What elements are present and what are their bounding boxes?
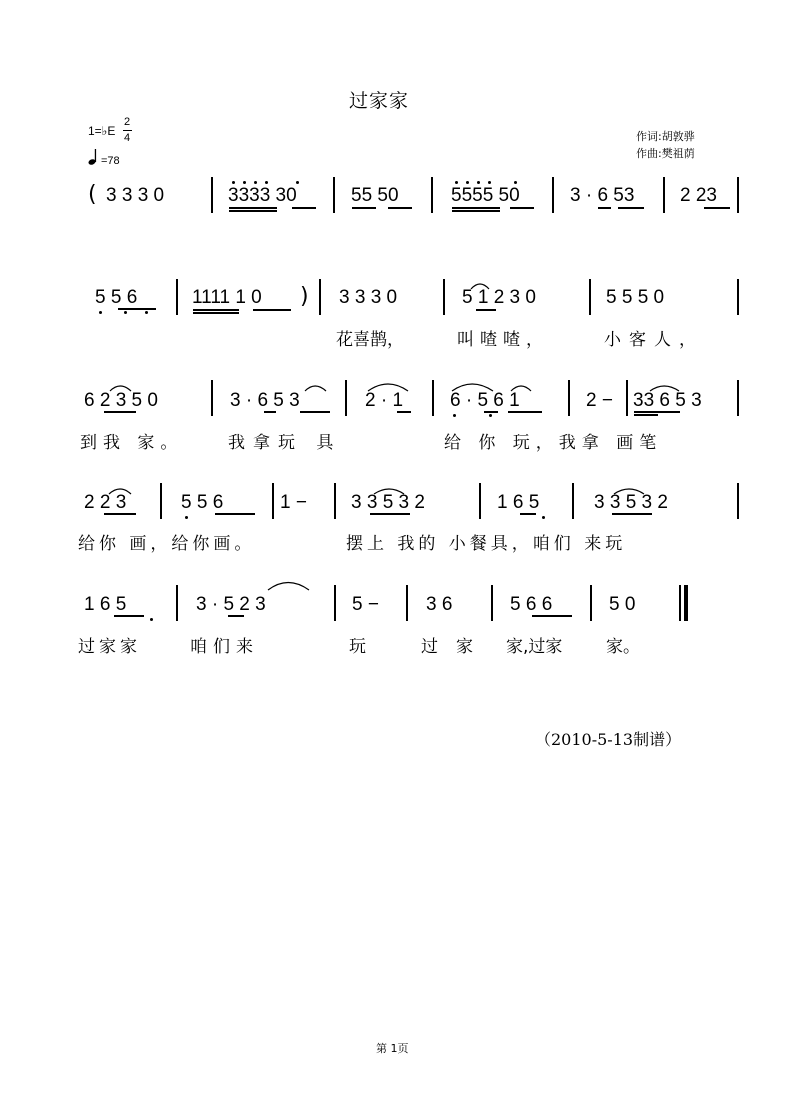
- bar-line: [211, 177, 213, 213]
- bar-line: [334, 585, 336, 621]
- slur: [268, 583, 309, 591]
- measure: 6 2 3 5 0: [84, 390, 158, 411]
- low-dot: [99, 311, 102, 314]
- measure: 33 6 5 3: [633, 390, 702, 411]
- underline: [114, 615, 144, 617]
- high-dot: [296, 181, 299, 184]
- bar-line: [176, 585, 178, 621]
- measure: 3 · 5 2 3: [196, 594, 266, 615]
- tempo: =78: [101, 155, 120, 167]
- underline: [300, 411, 330, 413]
- intro-paren-open: (: [88, 182, 97, 207]
- lyric: 咱们来: [190, 637, 259, 657]
- bar-line: [590, 585, 592, 621]
- bar-line: [345, 380, 347, 416]
- underline: [370, 513, 410, 515]
- lyric: 给 你 玩，我拿 画笔: [444, 433, 663, 453]
- page-footer: 第 1页: [376, 1042, 409, 1055]
- lyric: 家,过家: [506, 637, 563, 657]
- lyric: 过家家: [78, 637, 141, 657]
- low-dot: [453, 414, 456, 417]
- low-dot: [185, 516, 188, 519]
- measure: 1 6 5: [497, 492, 540, 513]
- lyric: 过家: [421, 637, 491, 657]
- measure: 1111 1 0: [192, 287, 262, 308]
- bar-line: [589, 279, 591, 315]
- lyric: 摆上 我的 小餐具，咱们 来玩: [346, 534, 627, 554]
- underline: [520, 513, 536, 515]
- key-signature: 1=♭E: [88, 124, 116, 138]
- bar-line: [176, 279, 178, 315]
- measure: 3 3 5 3 2: [594, 492, 668, 513]
- bar-line: [737, 279, 739, 315]
- measure: 2 2 3: [84, 492, 127, 513]
- measure: 3 3 3 0: [339, 287, 398, 308]
- bar-line: [319, 279, 321, 315]
- bar-line: [626, 380, 628, 416]
- lyric: 我拿玩 具: [228, 433, 342, 453]
- date-note: （2010-5-13制谱）: [535, 730, 682, 749]
- high-dot: [477, 181, 480, 184]
- low-dot: [489, 414, 492, 417]
- bar-line: [406, 585, 408, 621]
- underline: [598, 207, 611, 209]
- measure: 3 · 6 53: [570, 185, 635, 206]
- bar-line: [443, 279, 445, 315]
- bar-line: [568, 380, 570, 416]
- time-signature-denominator: 4: [124, 132, 131, 144]
- measure: 5 0: [609, 594, 636, 615]
- measure: 5 5 5 0: [606, 287, 665, 308]
- high-dot: [254, 181, 257, 184]
- underline: [264, 411, 276, 413]
- bar-line: [334, 483, 336, 519]
- high-dot: [455, 181, 458, 184]
- underline: [104, 411, 136, 413]
- low-dot: [542, 516, 545, 519]
- high-dot: [265, 181, 268, 184]
- measure: 3 · 6 5 3: [230, 390, 300, 411]
- underline: [253, 309, 291, 311]
- low-dot: [124, 311, 127, 314]
- slur: [305, 386, 326, 391]
- measure: 3 3 3 0: [106, 185, 165, 206]
- measure: 2 −: [586, 390, 613, 411]
- lyricist: 作词:胡敦骅: [636, 130, 695, 143]
- final-bar-thick: [684, 585, 688, 621]
- intro-paren-close: ): [300, 284, 309, 309]
- underline: [215, 513, 255, 515]
- lyric: 花喜鹊，: [336, 330, 404, 350]
- underline: [388, 207, 412, 209]
- bar-line: [572, 483, 574, 519]
- high-dot: [232, 181, 235, 184]
- underline: [704, 207, 730, 209]
- bar-line: [431, 177, 433, 213]
- low-dot: [150, 618, 153, 621]
- underline: [510, 207, 534, 209]
- underline: [612, 513, 652, 515]
- bar-line: [272, 483, 274, 519]
- underline: [452, 210, 500, 212]
- lyric: 玩: [349, 637, 366, 657]
- time-signature-numerator: 2: [124, 116, 131, 128]
- measure: 2 · 1: [365, 390, 404, 411]
- underline: [229, 207, 277, 209]
- lyric: 叫喳喳，: [457, 330, 549, 350]
- underline: [634, 414, 658, 416]
- composer: 作曲:樊祖荫: [636, 147, 695, 160]
- measure: 5 1 2 3 0: [462, 287, 536, 308]
- lyric: 家。: [606, 637, 640, 657]
- measure: 1 6 5: [84, 594, 127, 615]
- underline: [229, 210, 277, 212]
- bar-line: [491, 585, 493, 621]
- bar-line: [737, 380, 739, 416]
- underline: [484, 411, 498, 413]
- underline: [352, 207, 376, 209]
- bar-line: [432, 380, 434, 416]
- underline: [292, 207, 316, 209]
- measure: 1 −: [280, 492, 307, 513]
- measure: 5 6 6: [510, 594, 553, 615]
- bar-line: [737, 483, 739, 519]
- high-dot: [466, 181, 469, 184]
- bar-line: [479, 483, 481, 519]
- high-dot: [488, 181, 491, 184]
- quarter-note-icon: [88, 148, 100, 170]
- bar-line: [663, 177, 665, 213]
- measure: 3 6: [426, 594, 453, 615]
- bar-line: [552, 177, 554, 213]
- underline: [476, 309, 496, 311]
- high-dot: [243, 181, 246, 184]
- bar-line: [737, 177, 739, 213]
- underline: [452, 207, 500, 209]
- underline: [228, 615, 244, 617]
- underline: [508, 411, 542, 413]
- song-title: 过家家: [349, 90, 410, 112]
- underline: [104, 513, 136, 515]
- measure: 2 23: [680, 185, 717, 206]
- underline: [618, 207, 644, 209]
- underline: [193, 309, 239, 311]
- lyric: 给你 画，给你画。: [78, 534, 256, 554]
- underline: [118, 308, 156, 310]
- measure: 5 5 6: [181, 492, 224, 513]
- lyric: 到我 家。: [80, 433, 184, 453]
- bar-line: [211, 380, 213, 416]
- measure: 3 3 5 3 2: [351, 492, 425, 513]
- underline: [634, 411, 680, 413]
- measure: 6 · 5 6 1: [450, 390, 520, 411]
- lyric: 小客人，: [604, 330, 704, 350]
- underline: [397, 411, 411, 413]
- measure: 5555 50: [451, 185, 520, 206]
- measure: 5 −: [352, 594, 379, 615]
- measure: 3333 30: [228, 185, 297, 206]
- bar-line: [160, 483, 162, 519]
- bar-line: [333, 177, 335, 213]
- underline: [193, 312, 239, 314]
- underline: [532, 615, 572, 617]
- measure: 55 50: [351, 185, 399, 206]
- measure: 5 5 6: [95, 287, 138, 308]
- time-signature-line: [123, 130, 132, 131]
- low-dot: [145, 311, 148, 314]
- final-bar-thin: [679, 585, 681, 621]
- high-dot: [514, 181, 517, 184]
